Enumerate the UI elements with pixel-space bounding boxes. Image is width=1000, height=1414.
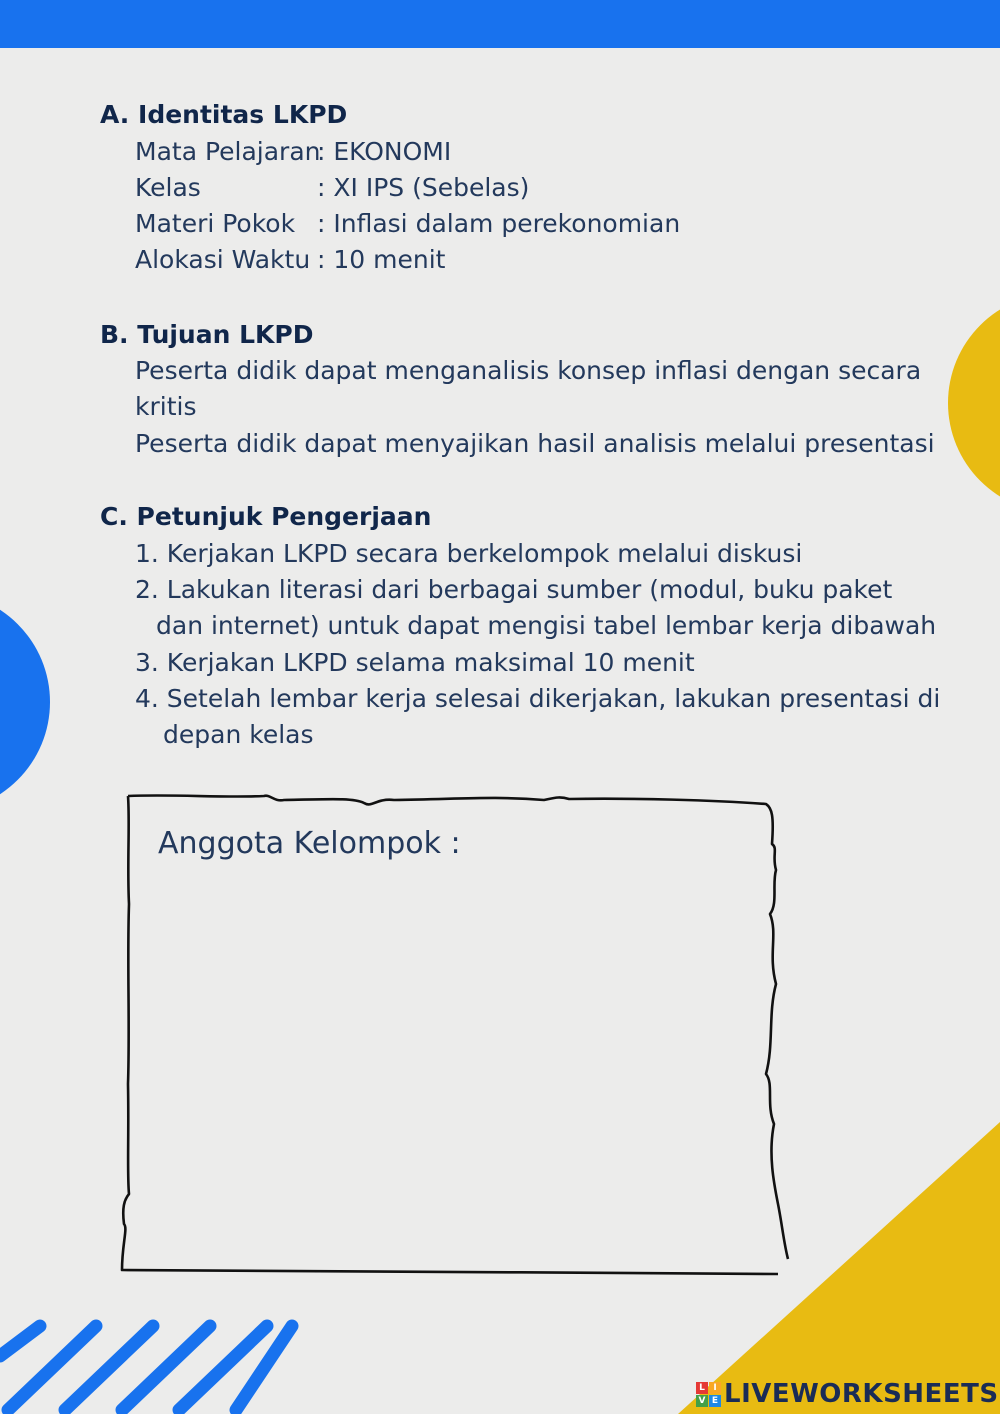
logo-letter: I	[709, 1382, 721, 1394]
identity-row-topic	[135, 209, 680, 238]
section-a-title: A. Identitas LKPD	[100, 100, 348, 129]
instruction-line: depan kelas	[163, 720, 314, 749]
identity-value: : XI IPS (Sebelas)	[317, 173, 530, 202]
instruction-line: 1. Kerjakan LKPD secara berkelompok melalui diskusi	[135, 539, 803, 568]
logo-letter: E	[709, 1395, 721, 1407]
objective-line: Peserta didik dapat menganalisis konsep inflasi dengan secara	[135, 356, 922, 385]
instruction-line: dan internet) untuk dapat mengisi tabel lembar kerja dibawah	[156, 611, 937, 640]
instruction-line: 2. Lakukan literasi dari berbagai sumber (modul, buku paket	[135, 575, 893, 604]
identity-row-class	[135, 173, 529, 202]
objective-line: kritis	[135, 392, 197, 421]
section-b-title: B. Tujuan LKPD	[100, 320, 314, 349]
identity-row-subject	[135, 137, 451, 166]
identity-label: Mata Pelajaran	[135, 137, 321, 166]
instruction-line: 4. Setelah lembar kerja selesai dikerjakan, lakukan presentasi di	[135, 684, 941, 713]
logo-letter: L	[696, 1382, 708, 1394]
identity-value: : Inflasi dalam perekonomian	[317, 209, 681, 238]
section-c-title: C. Petunjuk Pengerjaan	[100, 502, 432, 531]
logo-letter: V	[696, 1395, 708, 1407]
identity-label: Kelas	[135, 173, 201, 202]
instruction-line: 3. Kerjakan LKPD selama maksimal 10 menit	[135, 648, 695, 677]
liveworksheets-logo	[696, 1379, 999, 1409]
identity-label: Materi Pokok	[135, 209, 296, 238]
identity-label: Alokasi Waktu	[135, 245, 311, 274]
identity-row-time	[135, 245, 445, 274]
liveworksheets-wordmark: LIVEWORKSHEETS	[724, 1379, 999, 1409]
identity-value: : EKONOMI	[317, 137, 452, 166]
group-members-label: Anggota Kelompok :	[158, 826, 461, 861]
identity-value: : 10 menit	[317, 245, 446, 274]
objective-line: Peserta didik dapat menyajikan hasil analisis melalui presentasi	[135, 429, 935, 458]
liveworksheets-logo-icon	[696, 1382, 721, 1407]
decorative-blue-stripes	[0, 1318, 320, 1414]
